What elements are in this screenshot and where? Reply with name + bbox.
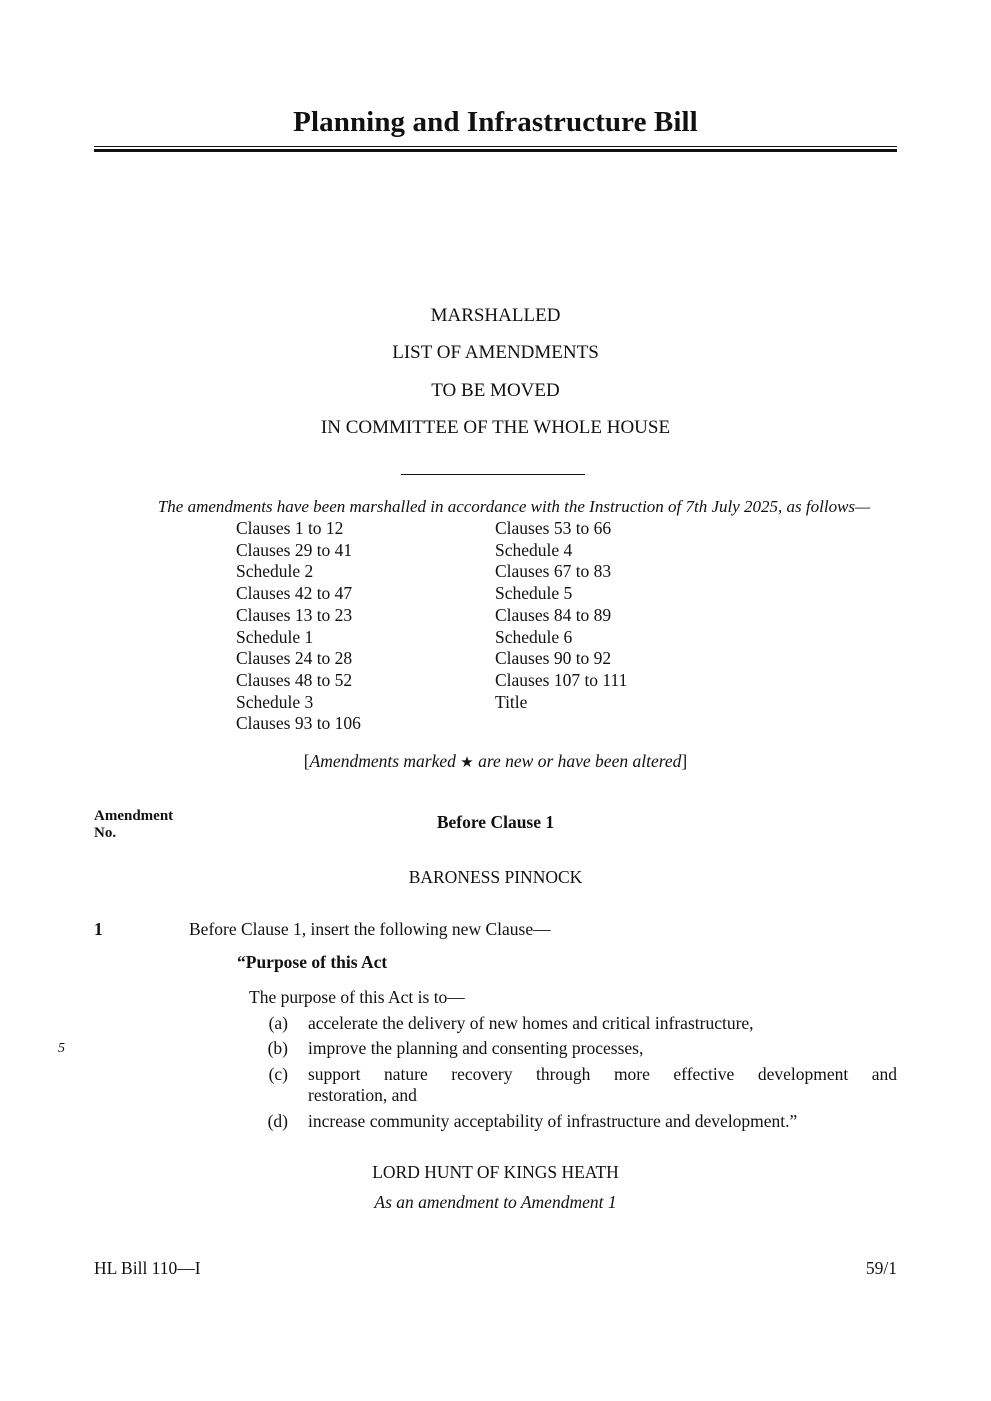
marshalling-item: Schedule 1	[236, 626, 314, 647]
heading-committee: IN COMMITTEE OF THE WHOLE HOUSE	[320, 417, 671, 438]
heading-list-of-amendments: LIST OF AMENDMENTS	[392, 342, 599, 363]
member-name: BARONESS PINNOCK	[408, 867, 583, 887]
marshalling-intro: The amendments have been marshalled in accordance with the Instruction of 7th July 2025, as follows—	[157, 497, 871, 516]
marshalling-item: Schedule 4	[495, 539, 573, 560]
note-text-before: Amendments marked	[309, 751, 461, 771]
note-open-bracket: [	[303, 751, 310, 771]
paragraph-text: accelerate the delivery of new homes and critical infrastructure,	[308, 1013, 754, 1033]
note-close-bracket: ]	[681, 751, 688, 771]
footer-bill-reference: HL Bill 110—I	[94, 1258, 201, 1278]
line-number: 5	[58, 1041, 65, 1056]
amendment-subtitle: As an amendment to Amendment 1	[374, 1192, 617, 1212]
heading-marshalled: MARSHALLED	[430, 305, 561, 326]
marshalling-item: Clauses 90 to 92	[495, 648, 612, 669]
marshalling-item: Clauses 48 to 52	[236, 669, 353, 690]
paragraph-label: (d)	[267, 1111, 288, 1131]
marshalling-item: Clauses 93 to 106	[236, 713, 361, 734]
marshalling-item: Title	[495, 691, 528, 712]
marshalling-item: Clauses 107 to 111	[495, 669, 628, 690]
paragraph-text: improve the planning and consenting processes,	[308, 1038, 644, 1058]
note-text-after: are new or have been altered	[473, 751, 682, 771]
amendment-instruction: Before Clause 1, insert the following new Clause—	[189, 919, 551, 939]
paragraph-text: increase community acceptability of infrastructure and development.”	[308, 1111, 798, 1131]
heading-separator-rule	[401, 474, 585, 475]
marshalling-item: Clauses 53 to 66	[495, 518, 612, 538]
footer-page-reference: 59/1	[865, 1258, 897, 1278]
clause-lead-in: The purpose of this Act is to—	[249, 987, 465, 1007]
title-rule-thin	[94, 146, 897, 147]
marshalling-item: Clauses 24 to 28	[236, 648, 353, 669]
star-icon: ★	[460, 753, 474, 771]
marshalling-item: Clauses 13 to 23	[236, 604, 353, 625]
amendment-no-header-line1: Amendment	[94, 808, 174, 824]
paragraph-label: (c)	[268, 1064, 288, 1084]
marshalling-item: Schedule 2	[236, 561, 314, 582]
heading-to-be-moved: TO BE MOVED	[431, 380, 560, 401]
marshalling-item: Clauses 1 to 12	[236, 518, 344, 538]
amendment-number: 1	[94, 919, 103, 939]
amendment-no-header-line2: No.	[94, 825, 117, 841]
marshalling-left-column	[236, 518, 361, 735]
marshalling-item: Clauses 29 to 41	[236, 539, 353, 560]
new-clause-title: “Purpose of this Act	[237, 952, 388, 972]
marshalling-item: Clauses 84 to 89	[495, 604, 612, 625]
marshalling-item: Clauses 42 to 47	[236, 583, 353, 604]
bill-title: Planning and Infrastructure Bill	[293, 106, 698, 138]
paragraph-text-line2: restoration, and	[308, 1085, 417, 1105]
paragraph-text-line1: support nature recovery through more effective development and	[308, 1064, 897, 1084]
title-rule-thick	[94, 149, 897, 152]
marshalling-item: Clauses 67 to 83	[495, 561, 612, 582]
marshalling-item: Schedule 5	[495, 583, 573, 604]
marshalling-item: Schedule 6	[495, 626, 573, 647]
paragraph-label: (a)	[268, 1013, 288, 1033]
altered-amendments-note	[94, 751, 897, 772]
paragraph-label: (b)	[267, 1038, 288, 1058]
section-heading: Before Clause 1	[436, 812, 555, 832]
member-name: LORD HUNT OF KINGS HEATH	[372, 1162, 619, 1182]
marshalling-item: Schedule 3	[236, 691, 314, 712]
marshalling-right-column	[495, 518, 627, 713]
